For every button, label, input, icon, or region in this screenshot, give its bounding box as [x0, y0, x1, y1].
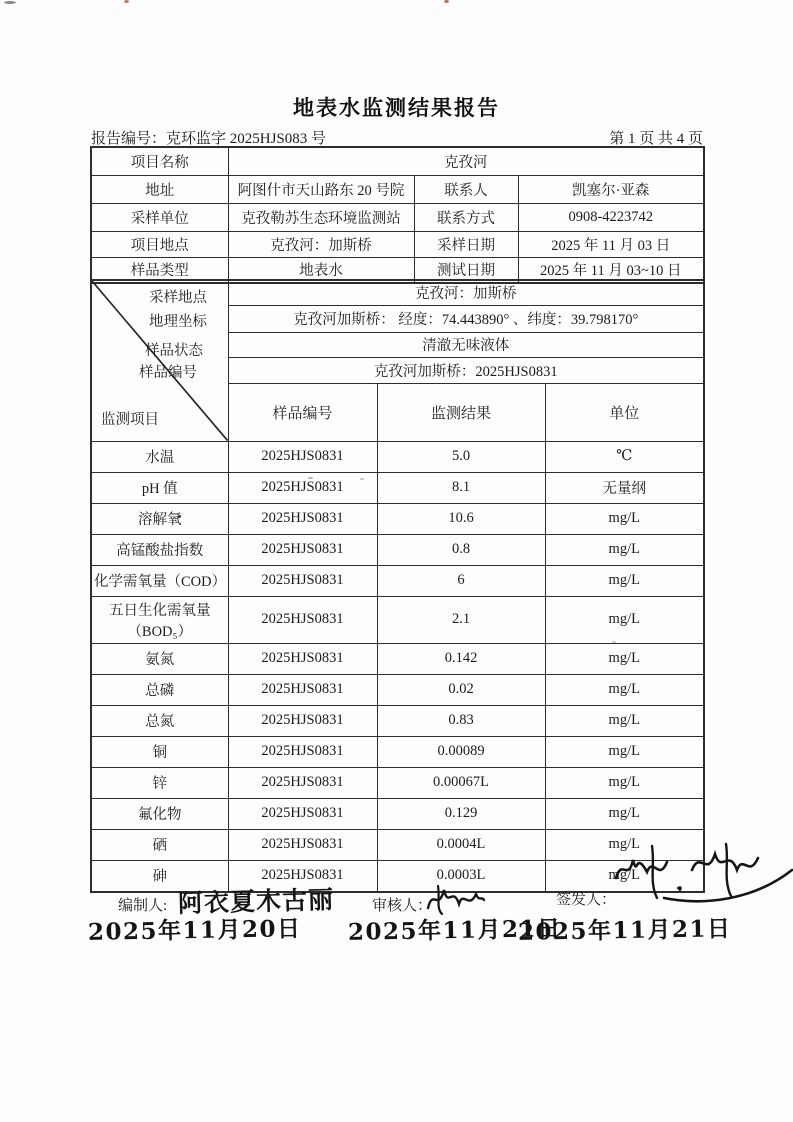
unit-cell: mg/L	[545, 829, 704, 860]
result-value-cell: 0.83	[377, 705, 545, 736]
reviewed-date-handwritten: 2025年11月21日	[347, 915, 562, 946]
header-unit: 单位	[545, 383, 704, 441]
param-name-cell: 总磷	[91, 674, 228, 705]
result-value-cell: 0.8	[377, 534, 545, 565]
address-value-cell: 阿图什市天山路东 20 号院	[228, 175, 414, 203]
param-name-cell: 总氮	[91, 705, 228, 736]
result-row	[91, 534, 704, 565]
sample-id-cell: 2025HJS0831	[228, 860, 377, 892]
sample-id-cell: 2025HJS0831	[228, 643, 377, 674]
unit-cell: mg/L	[545, 798, 704, 829]
project-info-table	[90, 146, 705, 284]
sample-type-label-cell: 样品类型	[91, 257, 228, 283]
phone-value-cell: 0908-4223742	[518, 203, 704, 231]
result-row	[91, 798, 704, 829]
result-row	[91, 565, 704, 596]
sample-id-cell: 2025HJS0831	[228, 705, 377, 736]
sampling-org-value-cell: 克孜勒苏生态环境监测站	[228, 203, 414, 231]
result-row	[91, 736, 704, 767]
unit-cell: mg/L	[545, 705, 704, 736]
result-value-cell: 10.6	[377, 503, 545, 534]
contact-label-cell: 联系人	[414, 175, 518, 203]
result-value-cell: 0.0004L	[377, 829, 545, 860]
unit-cell: mg/L	[545, 534, 704, 565]
result-value-cell: 8.1	[377, 472, 545, 503]
corner-label-sampling-site: 采样地点	[149, 290, 207, 306]
unit-cell: 无量纲	[545, 472, 704, 503]
unit-cell: mg/L	[545, 643, 704, 674]
test-date-label-cell: 测试日期	[414, 257, 518, 283]
issued-date-handwritten: 2025年11月21日	[517, 915, 732, 946]
sample-id-cell: 2025HJS0831	[228, 565, 377, 596]
sample-id-cell: 2025HJS0831	[228, 534, 377, 565]
result-value-cell: 2.1	[377, 596, 545, 643]
test-date-value-cell: 2025 年 11 月 03~10 日	[518, 257, 704, 283]
result-row	[91, 767, 704, 798]
sample-id-cell: 2025HJS0831	[228, 767, 377, 798]
param-name-cell: 高锰酸盐指数	[91, 534, 228, 565]
param-name-cell: 溶解氧	[91, 503, 228, 534]
project-name-label-cell: 项目名称	[91, 147, 228, 175]
table-row	[91, 175, 704, 203]
result-row	[91, 643, 704, 674]
result-row	[91, 503, 704, 534]
result-value-cell: 0.00089	[377, 736, 545, 767]
sampling-date-value-cell: 2025 年 11 月 03 日	[518, 231, 704, 257]
sample-id-cell: 2025HJS0831	[228, 736, 377, 767]
coordinates-value-cell: 克孜河加斯桥： 经度：74.443890° 、纬度：39.798170°	[228, 305, 704, 332]
diagonal-header-cell	[91, 280, 228, 441]
monitoring-results-table	[90, 279, 705, 893]
result-value-cell: 6	[377, 565, 545, 596]
sample-type-value-cell: 地表水	[228, 257, 414, 283]
unit-cell: mg/L	[545, 596, 704, 643]
param-name-cell: 硒	[91, 829, 228, 860]
page-title: 地表水监测结果报告	[293, 97, 500, 120]
corner-label-monitor-item: 监测项目	[101, 412, 159, 428]
param-name-cell: 氟化物	[91, 798, 228, 829]
result-value-cell: 0.0003L	[377, 860, 545, 892]
site-label-cell: 项目地点	[91, 231, 228, 257]
corner-label-geo-coord: 地理坐标	[149, 314, 207, 330]
table-row	[91, 147, 704, 175]
param-name-cell: 砷	[91, 860, 228, 892]
param-name-cell: pH 值	[91, 472, 228, 503]
result-value-cell: 5.0	[377, 441, 545, 472]
result-value-cell: 0.142	[377, 643, 545, 674]
prepared-by-label: 编制人:	[118, 898, 168, 914]
sampling-date-label-cell: 采样日期	[414, 231, 518, 257]
reviewed-by-label: 审核人：	[372, 898, 433, 914]
param-name-line1: 五日生化需氧量	[109, 602, 211, 619]
sample-no-value-cell: 克孜河加斯桥：2025HJS0831	[228, 357, 704, 383]
sample-id-cell: 2025HJS0831	[228, 503, 377, 534]
scan-artifact	[124, 0, 129, 3]
unit-cell: mg/L	[545, 736, 704, 767]
table-row	[91, 231, 704, 257]
unit-cell: mg/L	[545, 503, 704, 534]
unit-cell: mg/L	[545, 565, 704, 596]
report-meta-row	[91, 127, 703, 148]
header-sample-no: 样品编号	[228, 383, 377, 441]
prepared-by-signature: 阿衣夏木古丽	[177, 884, 335, 919]
unit-cell: mg/L	[545, 674, 704, 705]
param-name-cell	[91, 596, 228, 643]
scan-artifact	[4, 1, 16, 4]
table-row	[91, 203, 704, 231]
sampling-site-value-cell: 克孜河：加斯桥	[228, 280, 704, 305]
result-row	[91, 705, 704, 736]
param-name-cell: 锌	[91, 767, 228, 798]
param-name-line2: （BOD₅）	[127, 623, 193, 640]
page-indicator: 第 1 页 共 4 页	[609, 131, 703, 147]
param-name-cell: 氨氮	[91, 643, 228, 674]
result-row	[91, 674, 704, 705]
contact-value-cell: 凯塞尔·亚森	[518, 175, 704, 203]
sample-id-cell: 2025HJS0831	[228, 472, 377, 503]
unit-cell: mg/L	[545, 767, 704, 798]
prepared-date-handwritten: 2025年11月20日	[87, 915, 302, 946]
header-result: 监测结果	[377, 383, 545, 441]
param-name-cell: 化学需氧量（COD）	[91, 565, 228, 596]
result-row	[91, 441, 704, 472]
corner-label-sample-no: 样品编号	[139, 365, 197, 381]
result-row	[91, 596, 704, 643]
result-value-cell: 0.129	[377, 798, 545, 829]
param-name-cell: 铜	[91, 736, 228, 767]
sampling-org-label-cell: 采样单位	[91, 203, 228, 231]
address-label-cell: 地址	[91, 175, 228, 203]
result-value-cell: 0.00067L	[377, 767, 545, 798]
result-value-cell: 0.02	[377, 674, 545, 705]
site-value-cell: 克孜河：加斯桥	[228, 231, 414, 257]
sample-id-cell: 2025HJS0831	[228, 829, 377, 860]
report-number: 报告编号：克环监字 2025HJS083 号	[91, 131, 327, 147]
sample-status-value-cell: 清澈无味液体	[228, 332, 704, 357]
table-row	[91, 280, 704, 305]
unit-cell: mg/L	[545, 860, 704, 892]
unit-cell: ℃	[545, 441, 704, 472]
sample-id-cell: 2025HJS0831	[228, 441, 377, 472]
issuer-signature-scribble	[608, 836, 793, 912]
corner-label-sample-status: 样品状态	[145, 343, 203, 359]
result-row	[91, 472, 704, 503]
sample-id-cell: 2025HJS0831	[228, 674, 377, 705]
issued-by-label: 签发人：	[556, 892, 617, 908]
project-name-value-cell: 克孜河	[228, 147, 704, 175]
sample-id-cell: 2025HJS0831	[228, 798, 377, 829]
param-name-cell: 水温	[91, 441, 228, 472]
sample-id-cell: 2025HJS0831	[228, 596, 377, 643]
phone-label-cell: 联系方式	[414, 203, 518, 231]
scan-artifact	[444, 0, 449, 3]
